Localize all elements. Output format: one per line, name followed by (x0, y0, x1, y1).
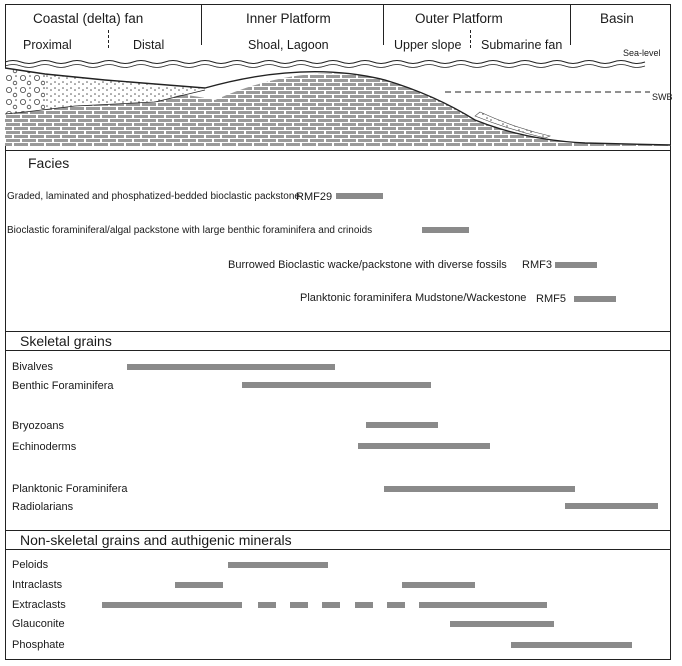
facies-range-bar (336, 193, 383, 199)
depositional-profile (5, 50, 671, 150)
section-divider (5, 549, 671, 550)
nonskeletal-range-bar (228, 562, 328, 568)
facies-row-label: Burrowed Bioclastic wacke/packstone with diverse fossils (228, 259, 507, 271)
facies-range-bar (574, 296, 616, 302)
nonskeletal-row-label: Intraclasts (12, 579, 63, 591)
nonskeletal-range-dash (355, 602, 373, 608)
skeletal-range-bar (358, 443, 490, 449)
subzone-proximal: Proximal (23, 38, 72, 52)
nonskeletal-range-bar (402, 582, 475, 588)
skeletal-range-bar (242, 382, 431, 388)
skeletal-row-label: Planktonic Foraminifera (12, 483, 128, 495)
skeletal-range-bar (384, 486, 575, 492)
header-divider (570, 5, 571, 45)
nonskeletal-range-dash (258, 602, 276, 608)
skeletal-row-label: Benthic Foraminifera (12, 380, 114, 392)
facies-row-label: Bioclastic foraminiferal/algal packstone with large benthic foraminifera and crinoids (7, 225, 373, 236)
nonskeletal-title: Non-skeletal grains and authigenic minerals (20, 532, 292, 548)
nonskeletal-range-bar (175, 582, 223, 588)
nonskeletal-row-label: Extraclasts (12, 599, 66, 611)
nonskeletal-range-bar (511, 642, 632, 648)
facies-row-label: Graded, laminated and phosphatized-bedded bioclastic packstone (7, 191, 300, 202)
section-divider (5, 350, 671, 351)
facies-title: Facies (28, 155, 70, 171)
skeletal-row-label: Echinoderms (12, 441, 77, 453)
swb-label: SWB (652, 92, 673, 102)
nonskeletal-range-dash (419, 602, 437, 608)
facies-range-bar (422, 227, 469, 233)
subzone-divider (470, 30, 471, 48)
nonskeletal-range-bar (437, 602, 547, 608)
zone-outer-platform: Outer Platform (415, 11, 503, 26)
subzone-submarine-fan: Submarine fan (481, 38, 563, 52)
nonskeletal-row-label: Peloids (12, 559, 49, 571)
skeletal-range-bar (565, 503, 658, 509)
subzone-upper-slope: Upper slope (394, 38, 462, 52)
skeletal-range-bar (127, 364, 335, 370)
facies-row-code: RMF3 (522, 259, 552, 271)
sea-level-label: Sea-level (623, 48, 661, 58)
header-divider (201, 5, 202, 45)
header-divider (383, 5, 384, 45)
subzone-divider (108, 30, 109, 48)
nonskeletal-range-bar (450, 621, 554, 627)
facies-row-code: RMF29 (296, 191, 333, 203)
facies-row-label: Planktonic foraminifera Mudstone/Wackestone (300, 292, 527, 304)
zone-basin: Basin (600, 11, 634, 26)
facies-range-bar (555, 262, 597, 268)
skeletal-row-label: Bivalves (12, 361, 53, 373)
subzone-shoal-lagoon: Shoal, Lagoon (248, 38, 329, 52)
facies-row-code: RMF5 (536, 293, 566, 305)
skeletal-range-bar (366, 422, 438, 428)
nonskeletal-row-label: Phosphate (12, 639, 65, 651)
nonskeletal-row-label: Glauconite (12, 618, 65, 630)
nonskeletal-range-dash (290, 602, 308, 608)
section-divider (5, 150, 671, 151)
zone-coastal-fan: Coastal (delta) fan (33, 11, 144, 26)
skeletal-row-label: Radiolarians (12, 501, 74, 513)
skeletal-row-label: Bryozoans (12, 420, 64, 432)
nonskeletal-range-dash (387, 602, 405, 608)
zone-inner-platform: Inner Platform (246, 11, 331, 26)
nonskeletal-range-dash (322, 602, 340, 608)
section-divider (5, 331, 671, 332)
skeletal-title: Skeletal grains (20, 333, 112, 349)
nonskeletal-range-bar (102, 602, 242, 608)
section-divider (5, 530, 671, 531)
subzone-distal: Distal (133, 38, 165, 52)
